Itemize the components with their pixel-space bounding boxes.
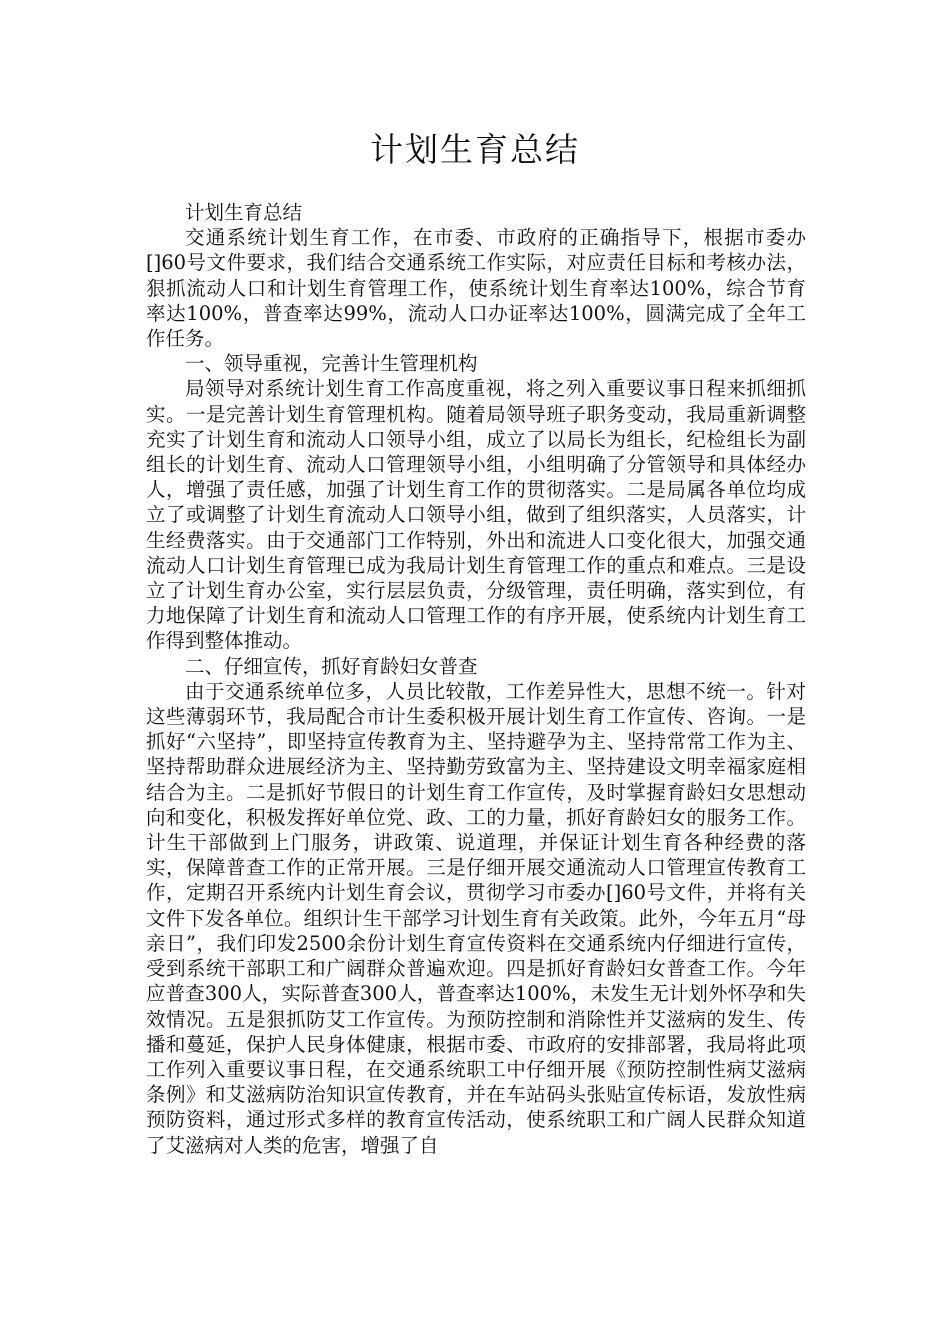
section-heading-2: 二、仔细宣传，抓好育龄妇女普查 [185,654,478,678]
section-heading-1: 一、领导重视，完善计生管理机构 [185,352,478,376]
paragraph-intro: 交通系统计划生育工作，在市委、市政府的正确指导下，根据市委办[]60号文件要求，我们结合交通系统工作实际，对应责任目标和考核办法，狠抓流动人口和计划生育管理工作，使系统计划生育率达100%，综合节育率达100%，普查率达99%，流动人口办证率达100%，圆满完成了全年工作任务。 [146,226,806,351]
paragraph-section-1: 局领导对系统计划生育工作高度重视，将之列入重要议事日程来抓细抓实。一是完善计划生育管理机构。随着局领导班子职务变动，我局重新调整充实了计划生育和流动人口领导小组，成立了以局长为组长，纪检组长为副组长的计划生育、流动人口管理领导小组，小组明确了分管领导和具体经办人，增强了责任感，加强了计划生育工作的贯彻落实。二是局属各单位均成立了或调整了计划生育流动人口领导小组，做到了组织落实，人员落实，计生经费落实。由于交通部门工作特别，外出和流进人口变化很大，加强交通流动人口计划生育管理已成为我局计划生育管理工作的重点和难点。三是设立了计划生育办公室，实行层层负责，分级管理，责任明确，落实到位，有力地保障了计划生育和流动人口管理工作的有序开展，使系统内计划生育工作得到整体推动。 [146,377,806,653]
document-title: 计划生育总结 [370,130,580,169]
paragraph-section-2: 由于交通系统单位多，人员比较散，工作差异性大，思想不统一。针对这些薄弱环节，我局配合市计生委积极开展计划生育工作宣传、咨询。一是抓好“六坚持”，即坚持宣传教育为主、坚持避孕为主、坚持常常工作为主、坚持帮助群众进展经济为主、坚持勤劳致富为主、坚持建设文明幸福家庭相结合为主。二是抓好节假日的计划生育工作宣传，及时掌握育龄妇女思想动向和变化，积极发挥好单位党、政、工的力量，抓好育龄妇女的服务工作。计生干部做到上门服务，讲政策、说道理，并保证计划生育各种经费的落实，保障普查工作的正常开展。三是仔细开展交通流动人口管理宣传教育工作，定期召开系统内计划生育会议，贯彻学习市委办[]60号文件，并将有关文件下发各单位。组织计生干部学习计划生育有关政策。此外，今年五月“母亲日”，我们印发2500余份计划生育宣传资料在交通系统内仔细进行宣传，受到系统干部职工和广阔群众普遍欢迎。四是抓好育龄妇女普查工作。今年应普查300人，实际普查300人，普查率达100%，未发生无计划外怀孕和失效情况。五是狠抓防艾工作宣传。为预防控制和消除性并艾滋病的发生、传播和蔓延，保护人民身体健康，根据市委、市政府的安排部署，我局将此项工作列入重要议事日程，在交通系统职工中仔细开展《预防控制性病艾滋病条例》和艾滋病防治知识宣传教育，并在车站码头张贴宣传标语，发放性病预防资料，通过形式多样的教育宣传活动，使系统职工和广阔人民群众知道了艾滋病对人类的危害，增强了自 [146,679,806,1157]
paragraph-subtitle: 计划生育总结 [185,201,303,224]
document-body [146,200,806,1158]
